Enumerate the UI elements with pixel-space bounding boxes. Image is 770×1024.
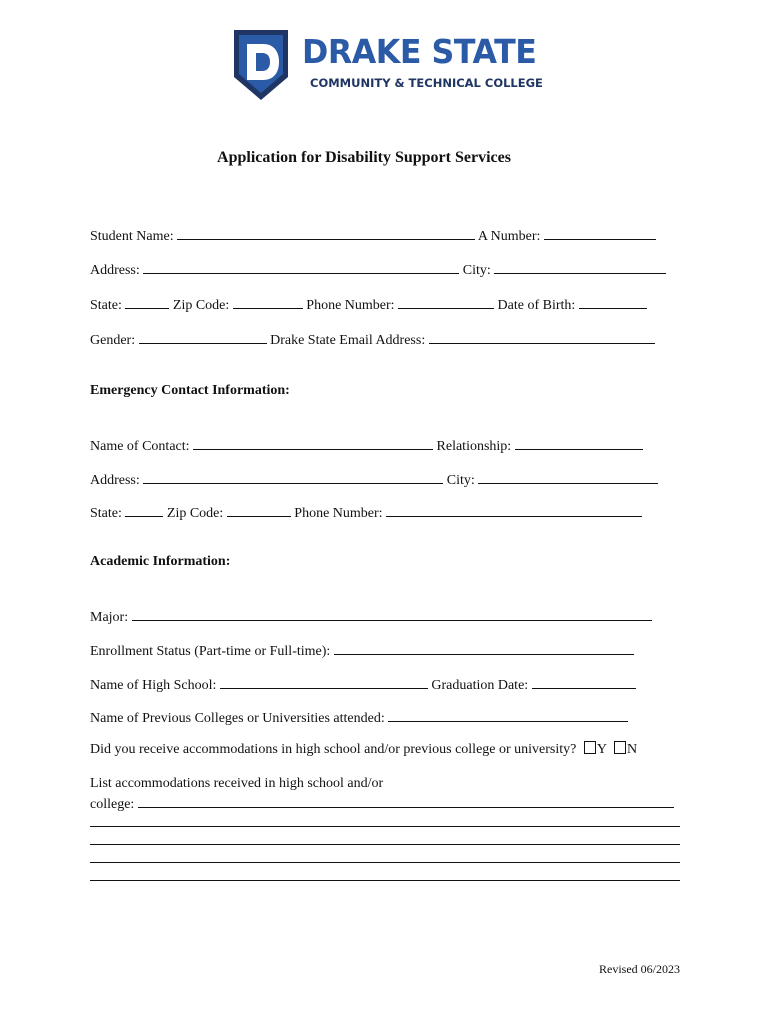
student-name-label: Student Name: <box>90 229 174 244</box>
highschool-field[interactable] <box>220 674 428 689</box>
yes-checkbox[interactable] <box>584 741 596 754</box>
no-label: N <box>626 742 638 757</box>
address-field[interactable] <box>143 259 459 274</box>
a-number-field[interactable] <box>544 225 656 240</box>
yes-label: Y <box>596 742 607 757</box>
email-field[interactable] <box>429 329 655 344</box>
a-number-label: A Number: <box>477 229 541 244</box>
phone-field[interactable] <box>398 294 494 309</box>
zip-label: Zip Code: <box>172 298 230 313</box>
relationship-field[interactable] <box>515 435 643 450</box>
emergency-state-row <box>90 502 642 523</box>
enrollment-row <box>90 640 634 661</box>
city-field[interactable] <box>494 259 666 274</box>
address-label: Address: <box>90 263 140 278</box>
major-row <box>90 606 652 627</box>
accommodations-question-row <box>90 741 637 759</box>
logo-subtitle: COMMUNITY & TECHNICAL COLLEGE <box>310 76 543 90</box>
college-logo <box>230 27 550 103</box>
contact-address-label: Address: <box>90 473 140 488</box>
graduation-field[interactable] <box>532 674 636 689</box>
student-name-field[interactable] <box>177 225 475 240</box>
gender-field[interactable] <box>139 329 267 344</box>
previous-colleges-label: Name of Previous Colleges or Universities attended: <box>90 711 385 726</box>
phone-label: Phone Number: <box>306 298 395 313</box>
list-accommodations-label-2: college: <box>90 797 135 812</box>
accommodations-line-2[interactable] <box>90 844 680 845</box>
contact-name-label: Name of Contact: <box>90 439 190 454</box>
contact-state-field[interactable] <box>125 502 163 517</box>
revision-date: Revised 06/2023 <box>599 962 680 976</box>
list-accommodations-field[interactable] <box>138 793 674 808</box>
student-gender-row <box>90 329 655 350</box>
previous-colleges-row <box>90 707 628 728</box>
contact-phone-field[interactable] <box>386 502 642 517</box>
enrollment-label: Enrollment Status (Part-time or Full-time): <box>90 644 331 659</box>
no-checkbox[interactable] <box>614 741 626 754</box>
relationship-label: Relationship: <box>436 439 512 454</box>
city-label: City: <box>462 263 491 278</box>
highschool-row <box>90 674 636 695</box>
zip-field[interactable] <box>233 294 303 309</box>
student-state-row <box>90 294 647 315</box>
accommodations-question: Did you receive accommodations in high school and/or previous college or university? <box>90 742 577 757</box>
shield-logo-icon <box>230 27 292 103</box>
emergency-address-row <box>90 469 658 490</box>
contact-state-label: State: <box>90 506 122 521</box>
logo-title: DRAKE STATE <box>302 32 537 71</box>
contact-name-field[interactable] <box>193 435 433 450</box>
dob-label: Date of Birth: <box>497 298 576 313</box>
accommodations-line-3[interactable] <box>90 862 680 863</box>
list-accommodations-label-1: List accommodations received in high school and/or <box>90 776 384 791</box>
accommodations-line-4[interactable] <box>90 880 680 881</box>
contact-city-label: City: <box>446 473 475 488</box>
student-name-row <box>90 225 656 246</box>
contact-zip-field[interactable] <box>227 502 291 517</box>
list-accommodations-row <box>90 793 674 814</box>
graduation-label: Graduation Date: <box>431 678 529 693</box>
contact-address-field[interactable] <box>143 469 443 484</box>
contact-zip-label: Zip Code: <box>166 506 224 521</box>
emergency-heading: Emergency Contact Information: <box>90 383 290 398</box>
enrollment-field[interactable] <box>334 640 634 655</box>
contact-phone-label: Phone Number: <box>294 506 383 521</box>
gender-label: Gender: <box>90 333 136 348</box>
previous-colleges-field[interactable] <box>388 707 628 722</box>
academic-heading: Academic Information: <box>90 554 231 569</box>
dob-field[interactable] <box>579 294 647 309</box>
form-title: Application for Disability Support Services <box>217 149 511 166</box>
email-label: Drake State Email Address: <box>270 333 426 348</box>
student-address-row <box>90 259 666 280</box>
state-field[interactable] <box>125 294 169 309</box>
major-label: Major: <box>90 610 129 625</box>
state-label: State: <box>90 298 122 313</box>
major-field[interactable] <box>132 606 652 621</box>
highschool-label: Name of High School: <box>90 678 217 693</box>
contact-city-field[interactable] <box>478 469 658 484</box>
accommodations-line-1[interactable] <box>90 826 680 827</box>
emergency-name-row <box>90 435 643 456</box>
